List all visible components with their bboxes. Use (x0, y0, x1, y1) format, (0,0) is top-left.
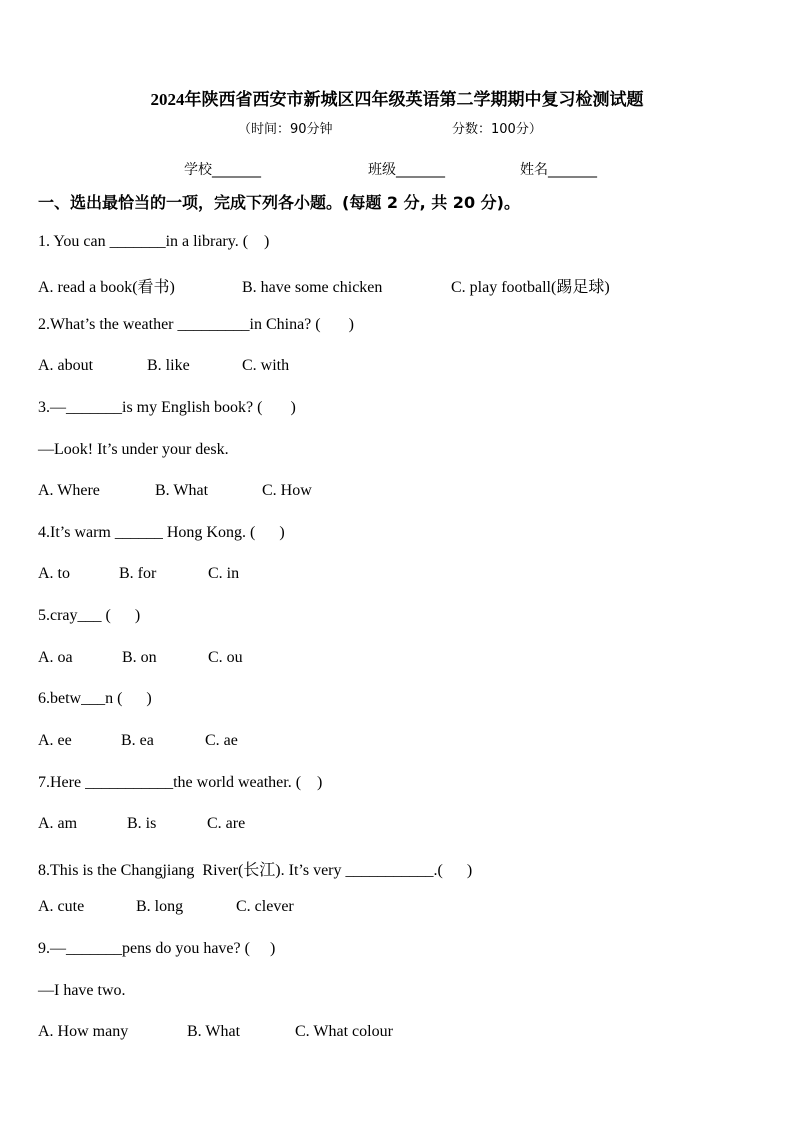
option-3c: C. How (262, 482, 312, 499)
question-7: 7.Here ___________the world weather. ( ) (38, 774, 323, 791)
option-3b: B. What (155, 482, 209, 499)
exam-time: （时间：90分钟 (238, 122, 333, 137)
options-5 (38, 649, 243, 667)
option-8b: B. long (136, 898, 184, 915)
option-1a: A. read a book(看书) (38, 279, 175, 296)
option-2c: C. with (242, 357, 290, 374)
option-9a: A. How many (38, 1023, 129, 1040)
option-6c: C. ae (205, 732, 238, 749)
options-3 (38, 482, 312, 500)
option-6a: A. ee (38, 732, 72, 749)
answer-3: —Look! It’s under your desk. (38, 441, 229, 458)
option-4a: A. to (38, 565, 70, 582)
option-5c: C. ou (208, 649, 243, 666)
options-4 (38, 565, 239, 583)
options-2 (38, 357, 289, 375)
option-5a: A. oa (38, 649, 73, 666)
options-6 (38, 732, 238, 750)
option-2a: A. about (38, 357, 94, 374)
class-field: 班级_______ (368, 162, 445, 178)
options-8 (38, 898, 294, 916)
option-4c: C. in (208, 565, 240, 582)
option-9b: B. What (187, 1023, 241, 1040)
option-8a: A. cute (38, 898, 85, 915)
options-9 (38, 1023, 393, 1041)
option-3a: A. Where (38, 482, 100, 499)
options-7 (38, 815, 245, 833)
name-field: 姓名_______ (520, 162, 597, 178)
option-5b: B. on (122, 649, 157, 666)
option-7b: B. is (127, 815, 157, 832)
school-field: 学校_______ (184, 162, 261, 178)
question-5: 5.cray___ ( ) (38, 607, 141, 624)
option-2b: B. like (147, 357, 190, 374)
question-3: 3.—_______is my English book? ( ) (38, 399, 296, 416)
option-9c: C. What colour (295, 1023, 393, 1040)
option-7c: C. are (207, 815, 246, 832)
option-7a: A. am (38, 815, 78, 832)
question-4: 4.It’s warm ______ Hong Kong. ( ) (38, 524, 285, 541)
page-title: 2024年陕西省西安市新城区四年级英语第二学期期中复习检测试题 (150, 90, 644, 109)
question-6: 6.betw___n ( ) (38, 690, 152, 707)
section-heading: 一、选出最恰当的一项，完成下列各小题。(每题 2 分, 共 20 分)。 (38, 193, 520, 212)
exam-score: 分数：100分） (452, 122, 542, 137)
option-8c: C. clever (236, 898, 294, 915)
option-6b: B. ea (121, 732, 154, 749)
answer-9: —I have two. (38, 982, 126, 999)
question-2: 2.What’s the weather _________in China? ( ) (38, 316, 354, 333)
option-1c: C. play football(踢足球) (451, 279, 610, 296)
question-9: 9.—_______pens do you have? ( ) (38, 940, 276, 957)
options-1 (38, 274, 610, 297)
option-4b: B. for (119, 565, 157, 582)
question-1: 1. You can _______in a library. ( ) (38, 233, 270, 250)
option-1b: B. have some chicken (242, 279, 383, 296)
question-8: 8.This is the Changjiang River(长江). It’s very ___________.( ) (38, 862, 473, 879)
